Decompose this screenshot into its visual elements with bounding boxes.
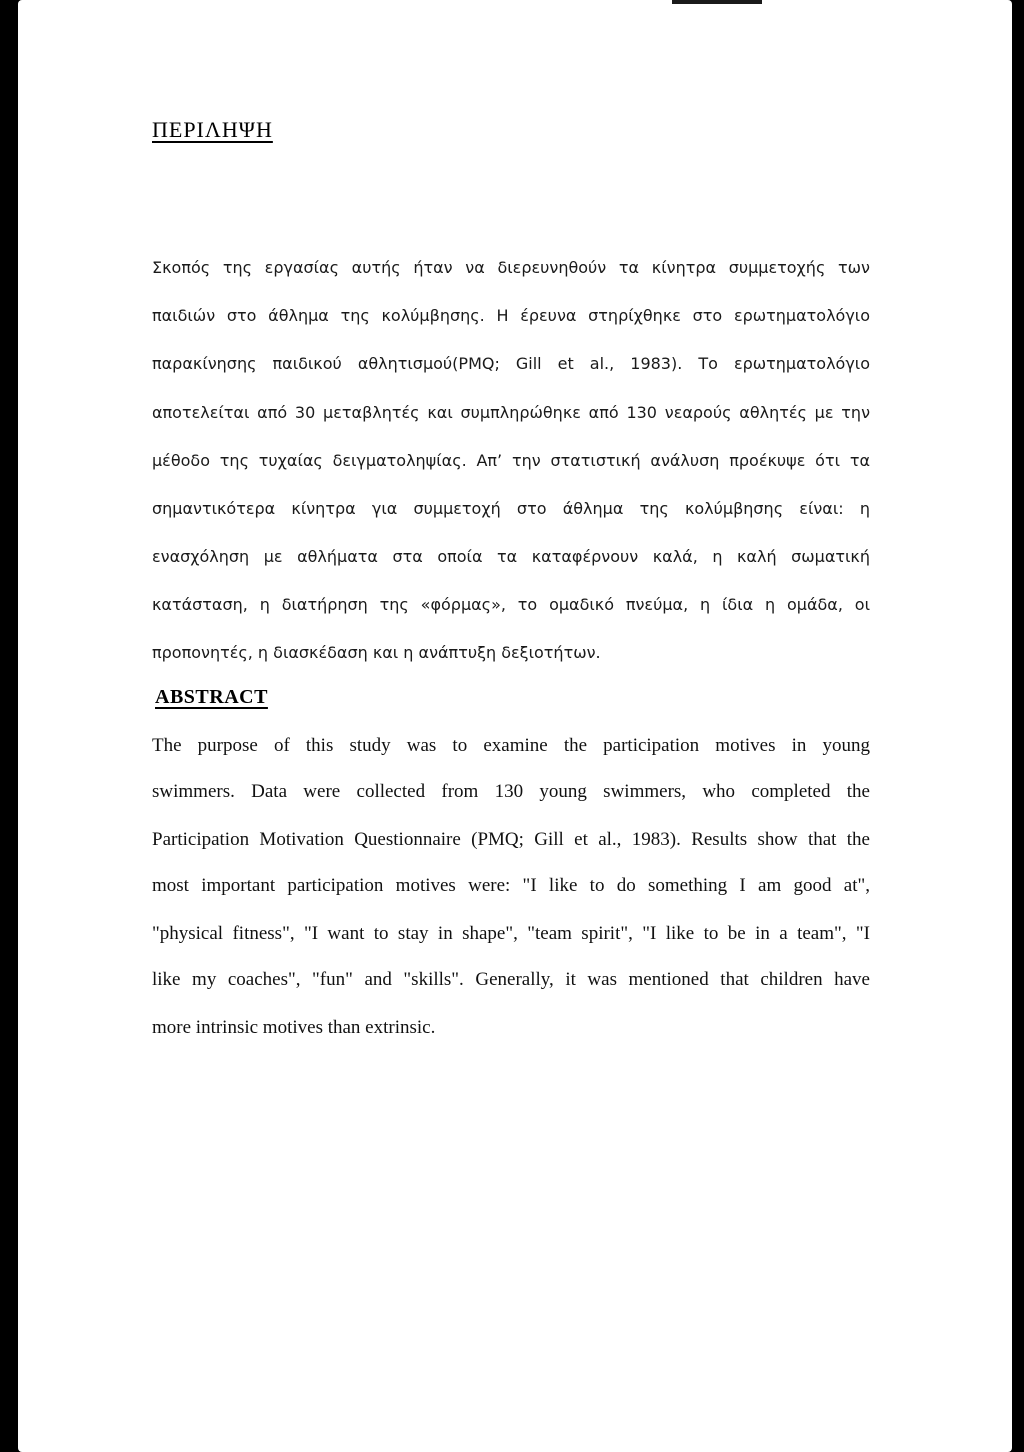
greek-abstract-line: αποτελείται από 30 μεταβλητές και συμπληρώθηκε από 130 νεαρούς αθλητές με την <box>152 403 870 422</box>
greek-abstract-line: παρακίνησης παιδικού αθλητισμού(PMQ; Gill et al., 1983). Το ερωτηματολόγιο <box>152 354 870 373</box>
binding-mark <box>0 354 14 400</box>
greek-abstract-heading: ΠΕΡΙΛΗΨΗ <box>152 117 273 142</box>
binding-mark <box>0 1062 14 1108</box>
binding-mark <box>0 0 14 46</box>
binding-mark <box>0 496 14 542</box>
binding-mark <box>0 426 14 470</box>
binding-mark <box>0 780 14 824</box>
binding-mark <box>0 850 14 896</box>
english-abstract-line: "physical fitness", "I want to stay in shape", "team spirit", "I like to be in a team", "I <box>152 923 870 944</box>
english-abstract-line: swimmers. Data were collected from 130 young swimmers, who completed the <box>152 781 870 802</box>
binding-mark <box>0 1204 14 1250</box>
english-abstract-line: more intrinsic motives than extrinsic. <box>152 1017 436 1038</box>
document-page <box>18 0 1012 1452</box>
greek-abstract-line: μέθοδο της τυχαίας δειγματοληψίας. Απ’ την στατιστική ανάλυση προέκυψε ότι τα <box>152 451 870 470</box>
binding-mark <box>0 212 14 258</box>
binding-mark <box>0 70 14 116</box>
greek-abstract-line: Σκοπός της εργασίας αυτής ήταν να διερευνηθούν τα κίνητρα συμμετοχής των <box>152 258 870 277</box>
english-abstract-heading: ABSTRACT <box>155 686 268 708</box>
english-abstract-line: most important participation motives were: "I like to do something I am good at", <box>152 875 870 896</box>
binding-mark <box>0 1274 14 1320</box>
binding-mark <box>0 566 14 612</box>
english-abstract-line: The purpose of this study was to examine the participation motives in young <box>152 735 870 756</box>
binding-mark <box>0 284 14 328</box>
binding-mark <box>0 992 14 1036</box>
binding-mark <box>0 920 14 966</box>
greek-abstract-line: ενασχόληση με αθλήματα στα οποία τα καταφέρνουν καλά, η καλή σωματική <box>152 547 870 566</box>
top-rule <box>672 0 762 4</box>
greek-abstract-line: παιδιών στο άθλημα της κολύμβησης. Η έρευνα στηρίχθηκε στο ερωτηματολόγιο <box>152 306 870 325</box>
english-abstract-line: Participation Motivation Questionnaire (PMQ; Gill et al., 1983). Results show that the <box>152 829 870 850</box>
binding-mark <box>0 142 14 186</box>
english-abstract-line: like my coaches", "fun" and "skills". Generally, it was mentioned that children have <box>152 969 870 990</box>
greek-abstract-line: κατάσταση, η διατήρηση της «φόρμας», το ομαδικό πνεύμα, η ίδια η ομάδα, οι <box>152 595 870 614</box>
binding-mark <box>0 1346 14 1390</box>
binding-mark <box>0 1134 14 1178</box>
binding-mark <box>0 638 14 682</box>
binding-mark <box>0 708 14 754</box>
greek-abstract-line: σημαντικότερα κίνητρα για συμμετοχή στο άθλημα της κολύμβησης είναι: η <box>152 499 870 518</box>
binding-mark <box>0 1416 14 1452</box>
greek-abstract-line: προπονητές, η διασκέδαση και η ανάπτυξη δεξιοτήτων. <box>152 643 601 662</box>
